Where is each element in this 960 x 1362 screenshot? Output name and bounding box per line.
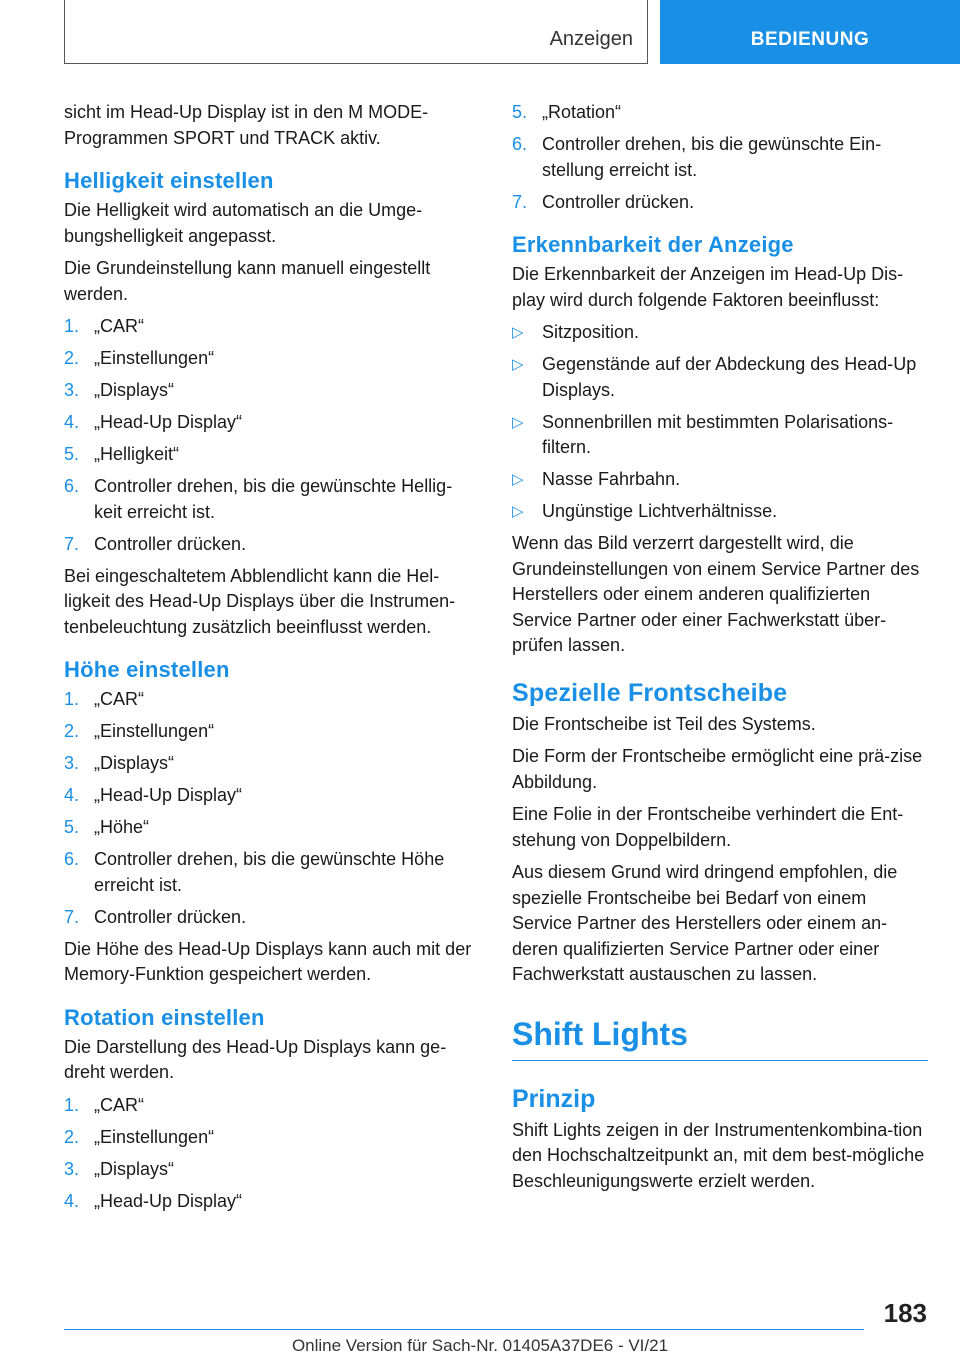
visibility-paragraph-2: Wenn das Bild verzerrt dargestellt wird, die Grundeinstellungen von einem Service Partner des Herstellers oder einem anderen qualifizierten Service Partner oder einer Fachwerkstatt über-prüfen lassen. <box>512 533 920 655</box>
rotation-steps-left <box>64 1093 480 1215</box>
shift-lights-paragraph-1: Shift Lights zeigen in der Instrumentenkombina-tion den Hochschaltzeitpunkt an, mit dem best-mögliche Beschleunigungswerte erzielt werden. <box>512 1119 925 1191</box>
list-item: ▷ Gegenstände auf der Abdeckung des Head-Up Displays. <box>512 352 928 403</box>
brightness-paragraph-2: Die Grundeinstellung kann manuell eingestellt werden. <box>64 258 431 304</box>
header-section-box <box>64 0 648 64</box>
windshield-paragraph-3: Eine Folie in der Frontscheibe verhindert die Ent-stehung von Doppelbildern. <box>512 804 904 850</box>
list-item: 4. „Head-Up Display“ <box>64 412 243 432</box>
list-item: 3. „Displays“ <box>64 753 175 773</box>
list-item: 5. „Helligkeit“ <box>64 444 180 464</box>
windshield-paragraph-1: Die Frontscheibe ist Teil des Systems. <box>512 713 816 734</box>
height-steps <box>64 687 480 930</box>
list-item: 3. „Displays“ <box>64 1158 175 1179</box>
list-item: 7. Controller drücken. <box>64 533 247 554</box>
list-item: 1. „CAR“ <box>64 316 144 336</box>
list-item: 7. Controller drücken. <box>512 191 695 212</box>
brightness-steps <box>64 314 480 557</box>
list-item: ▷ Ungünstige Lichtverhältnisse. <box>512 499 928 525</box>
heading-height: Höhe einstellen <box>64 657 230 682</box>
list-item: 4. „Head-Up Display“ <box>64 785 243 805</box>
list-item: 2. „Einstellungen“ <box>64 348 215 368</box>
header-chapter-title: BEDIENUNG <box>750 29 870 50</box>
left-column <box>64 100 480 1221</box>
heading-brightness: Helligkeit einstellen <box>64 168 274 193</box>
list-item: 2. „Einstellungen“ <box>64 721 215 741</box>
triangle-bullet-icon: ▷ <box>512 471 524 488</box>
heading-principle: Prinzip <box>512 1084 596 1113</box>
brightness-paragraph-3: Bei eingeschaltetem Abblendlicht kann die Hel-ligkeit des Head-Up Displays über die Instrumen-tenbeleuchtung zusätzlich beeinflusst werden. <box>64 565 456 637</box>
heading-visibility: Erkennbarkeit der Anzeige <box>512 232 794 257</box>
right-column <box>512 100 928 1201</box>
page-number: 183 <box>883 1298 927 1328</box>
section-title-shift-lights: Shift Lights <box>512 1014 928 1061</box>
list-item: 6. Controller drehen, bis die gewünschte Ein-stellung erreicht ist. <box>512 134 882 180</box>
list-item: 3. „Displays“ <box>64 380 175 400</box>
triangle-bullet-icon: ▷ <box>512 413 524 431</box>
windshield-paragraph-4: Aus diesem Grund wird dringend empfohlen, die spezielle Frontscheibe bei Bedarf von einem Service Partner des Herstellers oder einem an-deren qualifizierten Service Partner oder einer Fachwerkstatt austauschen zu lassen. <box>512 862 898 984</box>
list-item: 5. „Rotation“ <box>512 102 622 122</box>
list-item: 6. Controller drehen, bis die gewünschte Höhe erreicht ist. <box>64 849 445 895</box>
header-section-title: Anzeigen <box>549 28 633 50</box>
list-item: 7. Controller drücken. <box>64 906 247 927</box>
visibility-factors <box>512 320 928 525</box>
brightness-paragraph-1: Die Helligkeit wird automatisch an die Umge-bungshelligkeit angepasst. <box>64 200 423 246</box>
footer-divider <box>64 1329 864 1330</box>
heading-windshield: Spezielle Frontscheibe <box>512 678 788 707</box>
footer-text: Online Version für Sach-Nr. 01405A37DE6 - VI/21 <box>291 1336 669 1355</box>
windshield-paragraph-2: Die Form der Frontscheibe ermöglicht eine prä-zise Abbildung. <box>512 746 923 792</box>
triangle-bullet-icon: ▷ <box>512 503 524 520</box>
list-item: ▷ Nasse Fahrbahn. <box>512 467 928 493</box>
list-item: 6. Controller drehen, bis die gewünschte Hellig-keit erreicht ist. <box>64 476 453 522</box>
list-item: ▷ Sonnenbrillen mit bestimmten Polarisations-filtern. <box>512 410 928 461</box>
list-item: ▷ Sitzposition. <box>512 320 928 346</box>
list-item: 4. „Head-Up Display“ <box>64 1190 243 1211</box>
intro-paragraph: sicht im Head-Up Display ist in den M MODE-Programmen SPORT und TRACK aktiv. <box>64 102 429 148</box>
rotation-paragraph-1: Die Darstellung des Head-Up Displays kann ge-dreht werden. <box>64 1036 447 1082</box>
header-chapter-tab <box>660 0 960 64</box>
list-item: 1. „CAR“ <box>64 1094 144 1115</box>
list-item: 2. „Einstellungen“ <box>64 1126 215 1147</box>
height-paragraph-1: Die Höhe des Head-Up Displays kann auch mit der Memory-Funktion gespeichert werden. <box>64 938 472 984</box>
triangle-bullet-icon: ▷ <box>512 324 524 341</box>
list-item: 1. „CAR“ <box>64 689 144 709</box>
triangle-bullet-icon: ▷ <box>512 356 524 373</box>
visibility-paragraph-1: Die Erkennbarkeit der Anzeigen im Head-Up Dis-play wird durch folgende Faktoren beeinflusst: <box>512 264 904 310</box>
heading-rotation: Rotation einstellen <box>64 1004 265 1030</box>
list-item: 5. „Höhe“ <box>64 817 150 837</box>
rotation-steps-right <box>512 100 928 215</box>
